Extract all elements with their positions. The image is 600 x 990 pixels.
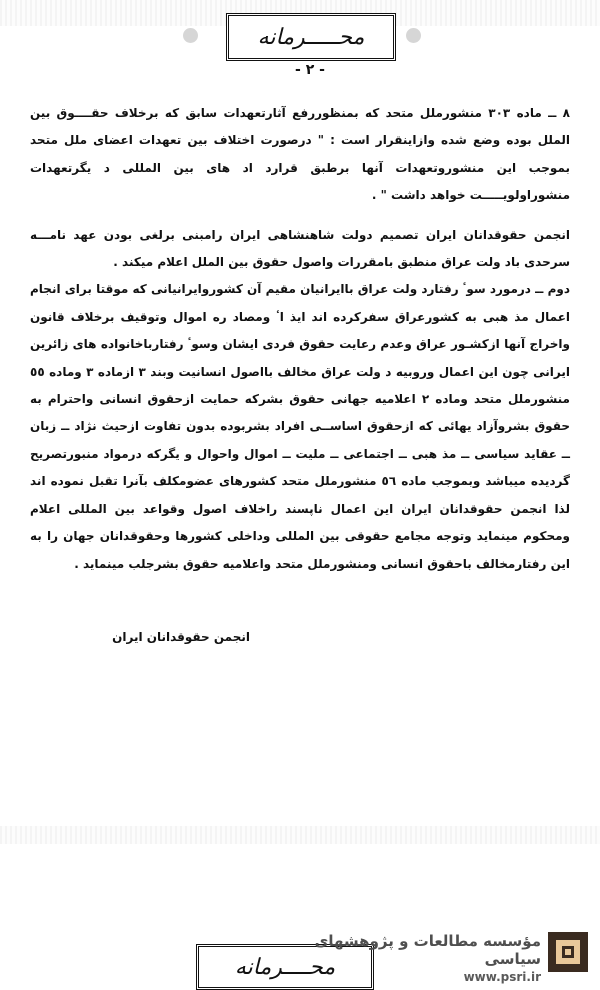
institute-logo-icon [548, 932, 588, 972]
watermark-institute-name: مؤسسه مطالعات و پژوهشهای سیاسی [314, 932, 541, 968]
paragraph-article-8: ٨ ــ ماده ٣٠٣ منشورملل متحد كه بمنظوررفع آثارتعهدات سابق كه برخلاف حقــــوق بين الملل بوده وضع شده وازاينقرار است : " درصورت اختلاف بين تعهدات اعضاى ملل متحد بموجب اين منشوروتعهدات آنها برطبق قرارد اد هاى بين المللى د يگرتعهدات منشوراولويـــــت خواهد داشت " . [30, 106, 570, 203]
institute-watermark [296, 932, 541, 984]
watermark-url: www.psri.ir [463, 970, 541, 984]
paragraph-second-point: دوم ــ درمورد سوٴ رفتارد ولت عراق باايرانيان مقيم آن كشوروايرانيانى كه موقتا براى انجام اعمال مذ هبى به كشورعراق سفركرده اند ايذ اٴ ومصاد ره اموال وتوقيف برخلاف قانون واخراج آنها ازكشـور عراق وعدم رعايت حقوق فردى ايشان وسوٴ رفتارباخانواده هاى زائرين ايرانى چون اين اعمال وروبيه د ولت عراق مخالف بااصول انسانيت وبند ٣ ازماده ٣ وماده ٥٥ منشورملل متحد وماده ٢ اعلاميه جهانى حقوق بشركه حمايت ازحقوق انسانى واحترام به حقوق بشروآزاد يهائى كه ازحقوق اساســى افراد بشربوده بدون تفاوت ازحيث نژاد ــ زبان ــ عقايد سياسى ــ مذ هبى ــ اجتماعى ــ مليت ــ اموال واحوال و يگركه درمواد منبورتصريح گرديده ميباشد وبموجب ماده ٥٦ منشورملل متحد كشورهاى عضومكلف بآنرا تقبل نموده اند لذا انجمن حقوقدانان ايران اين اعمال ناپسند راخلاف اصول وقواعد بين المللى اعلام ومحكوم مينمايد وتوجه مجامع حقوقى بين المللى وداخلى كشورها وحقوقدانان جهان را به اين رفتارمخالف باحقوق انسانى ومنشورملل متحد واعلاميه حقوق بشرجلب مينمايد . [30, 282, 570, 571]
confidential-stamp-top: محـــــرمانه [226, 13, 396, 61]
signature-line: انجمن حقوقدانان ايران [112, 630, 250, 644]
scan-noise-mid [0, 826, 600, 844]
page-number: - ٢ - [295, 62, 325, 78]
binding-hole-left [183, 28, 198, 43]
document-body [30, 100, 570, 578]
paragraph-treaty-declaration: انجمن حقوقدانان ايران تصميم دولت شاهنشاهى ايران رامبنى برلغى بودن عهد نامـــه سرحدى باد ولت عراق منطبق بامقررات واصول حقوق بين الملل اعلام ميكند . [30, 227, 570, 270]
confidential-stamp-bottom: محــــرمانه [196, 944, 374, 990]
binding-hole-right [406, 28, 421, 43]
